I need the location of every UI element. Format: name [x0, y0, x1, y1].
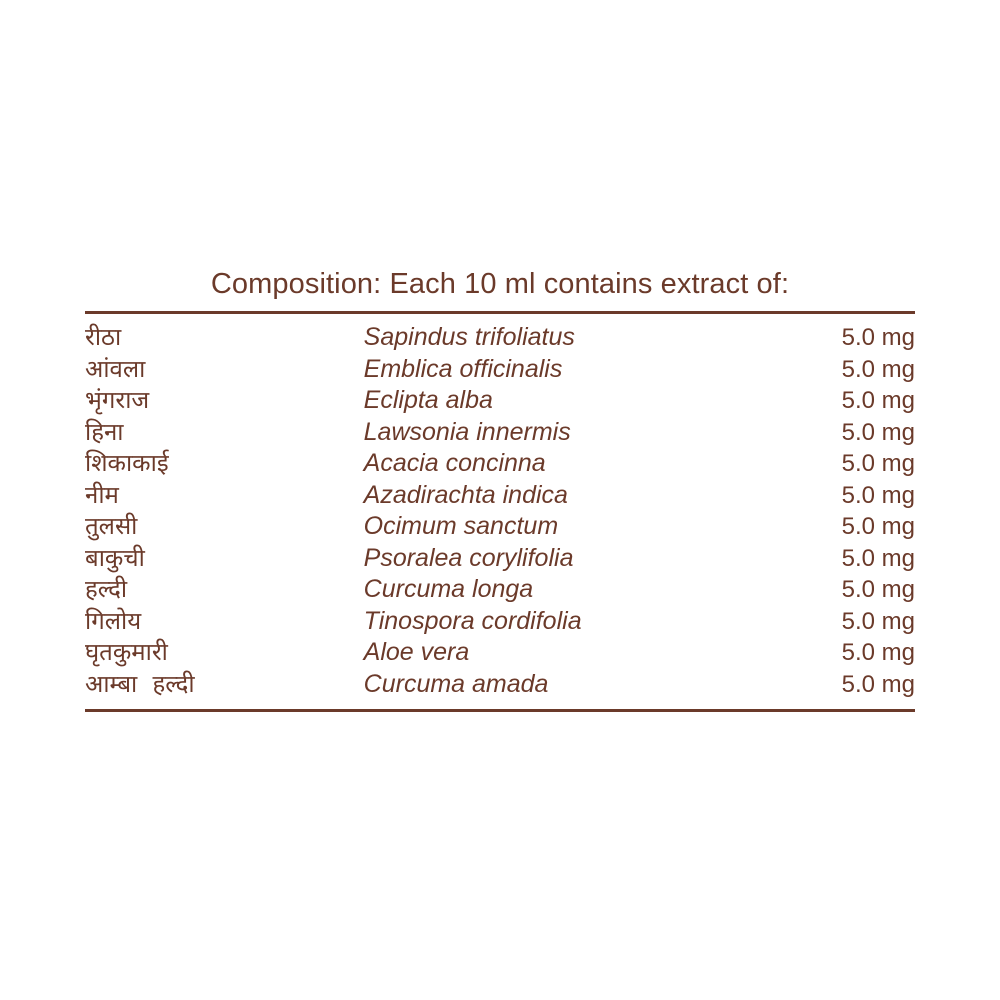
ingredient-hindi-name: बाकुची [85, 543, 145, 572]
table-row [85, 417, 915, 449]
ingredient-quantity: 5.0 mg [841, 450, 915, 477]
ingredient-hindi-name: आंवला [85, 354, 146, 383]
table-row [85, 637, 915, 669]
ingredient-hindi-name: गिलोय [85, 606, 142, 635]
ingredient-quantity: 5.0 mg [841, 355, 915, 383]
table-row [85, 511, 915, 543]
ingredient-botanical-name: Curcuma longa [363, 575, 534, 603]
ingredient-hindi-name: घृतकुमारी [85, 638, 168, 666]
ingredient-hindi-name: नीम [85, 480, 119, 509]
ingredient-botanical-name: Curcuma amada [363, 669, 549, 698]
ingredient-quantity: 5.0 mg [841, 670, 915, 698]
ingredient-botanical-name: Eclipta alba [363, 386, 493, 414]
ingredient-quantity: 5.0 mg [841, 418, 915, 446]
table-row [85, 354, 915, 386]
ingredient-hindi-name: आम्बा हल्दी [85, 669, 195, 698]
ingredient-botanical-name: Acacia concinna [363, 449, 546, 477]
ingredient-hindi-name: शिकाकाई [85, 449, 169, 477]
divider-top [85, 311, 915, 314]
ingredient-quantity: 5.0 mg [841, 544, 915, 572]
table-row [85, 669, 915, 701]
table-row [85, 543, 915, 575]
ingredient-botanical-name: Psoralea corylifolia [363, 543, 574, 572]
table-row [85, 322, 915, 354]
ingredient-hindi-name: रीठा [85, 323, 122, 351]
table-row [85, 480, 915, 512]
composition-block [85, 268, 915, 712]
table-row [85, 606, 915, 638]
table-row [85, 448, 915, 480]
ingredients-table-body [85, 322, 915, 700]
ingredient-botanical-name: Sapindus trifoliatus [363, 323, 575, 351]
ingredient-hindi-name: तुलसी [85, 512, 138, 540]
table-row [85, 574, 915, 606]
ingredients-table [85, 322, 915, 700]
composition-title: Composition: Each 10 ml contains extract of: [210, 268, 790, 300]
ingredient-botanical-name: Ocimum sanctum [363, 512, 559, 540]
ingredient-botanical-name: Lawsonia innermis [363, 417, 571, 446]
ingredient-quantity: 5.0 mg [841, 387, 915, 414]
ingredient-hindi-name: हिना [85, 417, 124, 446]
ingredient-botanical-name: Aloe vera [363, 638, 470, 666]
ingredient-quantity: 5.0 mg [841, 324, 915, 351]
ingredient-quantity: 5.0 mg [841, 513, 915, 540]
divider-bottom [85, 709, 915, 712]
table-row [85, 385, 915, 417]
ingredient-quantity: 5.0 mg [841, 576, 915, 603]
ingredient-botanical-name: Emblica officinalis [363, 354, 563, 383]
ingredient-hindi-name: हल्दी [85, 575, 128, 603]
ingredient-hindi-name: भृंगराज [85, 386, 150, 414]
ingredient-quantity: 5.0 mg [841, 639, 915, 666]
ingredient-quantity: 5.0 mg [841, 481, 915, 509]
ingredient-botanical-name: Azadirachta indica [363, 480, 568, 509]
ingredient-botanical-name: Tinospora cordifolia [363, 606, 582, 635]
ingredient-quantity: 5.0 mg [841, 607, 915, 635]
